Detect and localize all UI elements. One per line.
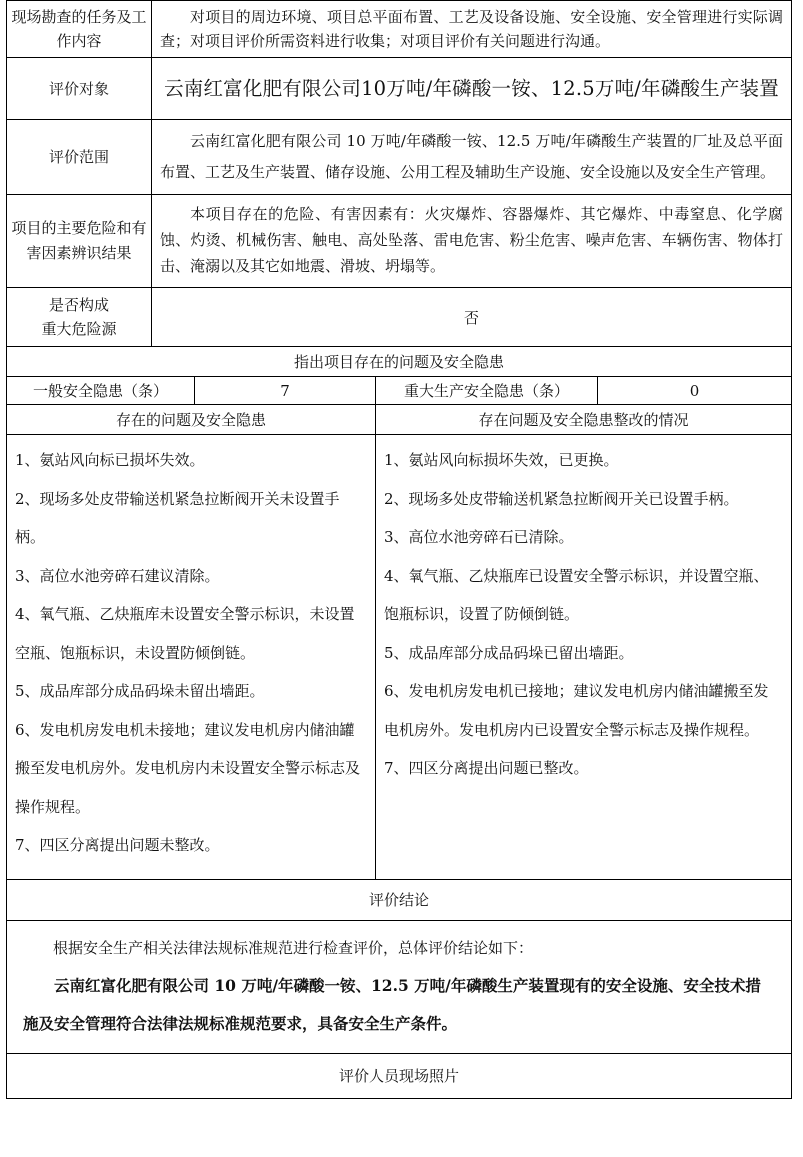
problem-item: 1、氨站风向标已损坏失效。 — [15, 451, 205, 469]
major-hazard-label-line1: 是否构成 — [48, 296, 109, 314]
row-object — [7, 58, 792, 120]
object-label: 评价对象 — [7, 58, 152, 120]
rectification-item: 5、成品库部分成品码垛已留出墙距。 — [384, 643, 634, 662]
rectification-item: 6、发电机房发电机已接地；建议发电机房内储油罐搬至发电机房外。发电机房内已设置安全警示标志及操作规程。 — [384, 682, 769, 739]
hazards-content: 本项目存在的危险、有害因素有：火灾爆炸、容器爆炸、其它爆炸、中毒窒息、化学腐蚀、灼烫、机械伤害、触电、高处坠落、雷电危害、粉尘危害、噪声危害、车辆伤害、物体打击、淹溺以及其它如地震、滑坡、坍塌等。 — [152, 195, 792, 288]
evaluation-table — [6, 0, 792, 1099]
problem-item: 7、四区分离提出问题未整改。 — [15, 836, 220, 854]
major-hazard-count-label: 重大生产安全隐患（条） — [376, 377, 598, 405]
rectify-column-header: 存在问题及安全隐患整改的情况 — [376, 405, 792, 435]
problem-item: 3、高位水池旁碎石建议清除。 — [15, 566, 220, 585]
conclusion-statement: 云南红富化肥有限公司 10 万吨/年磷酸一铵、12.5 万吨/年磷酸生产装置现有的安全设施、安全技术措施及安全管理符合法律法规标准规范要求，具备安全生产条件。 — [23, 975, 761, 1033]
problem-item: 6、发电机房发电机未接地；建议发电机房内储油罐搬至发电机房外。发电机房内未设置安全警示标志及操作规程。 — [15, 720, 361, 816]
photos-title: 评价人员现场照片 — [7, 1053, 792, 1098]
major-hazard-value: 否 — [152, 288, 792, 347]
rectifications-list — [376, 435, 792, 880]
major-hazard-label-line2: 重大危险源 — [41, 320, 117, 338]
issues-title: 指出项目存在的问题及安全隐患 — [7, 347, 792, 377]
rectification-item: 1、氨站风向标损坏失效，已更换。 — [384, 451, 619, 469]
problems-column-header: 存在的问题及安全隐患 — [7, 405, 376, 435]
task-content: 对项目的周边环境、项目总平面布置、工艺及设备设施、安全设施、安全管理进行实际调查；对项目评价所需资料进行收集；对项目评价有关问题进行沟通。 — [152, 1, 792, 58]
row-hazards — [7, 195, 792, 288]
conclusion-intro: 根据安全生产相关法律法规标准规范进行检查评价，总体评价结论如下： — [53, 938, 534, 957]
object-content: 云南红富化肥有限公司10万吨/年磷酸一铵、12.5万吨/年磷酸生产装置 — [152, 58, 792, 120]
major-hazard-count: 0 — [598, 377, 792, 405]
rectification-item: 4、氧气瓶、乙炔瓶库已设置安全警示标识，并设置空瓶、饱瓶标识，设置了防倾倒链。 — [384, 566, 769, 623]
row-counts — [7, 377, 792, 405]
row-scope — [7, 120, 792, 195]
hazards-label: 项目的主要危险和有害因素辨识结果 — [7, 195, 152, 288]
scope-label: 评价范围 — [7, 120, 152, 195]
row-conclusion-title — [7, 879, 792, 920]
row-photos — [7, 1053, 792, 1098]
rectification-item: 2、现场多处皮带输送机紧急拉断阀开关已设置手柄。 — [384, 489, 739, 508]
row-issue-lists — [7, 435, 792, 880]
row-major-hazard — [7, 288, 792, 347]
major-hazard-label — [7, 288, 152, 347]
general-hazard-count: 7 — [195, 377, 376, 405]
scope-content: 云南红富化肥有限公司 10 万吨/年磷酸一铵、12.5 万吨/年磷酸生产装置的厂址及总平面布置、工艺及生产装置、储存设施、公用工程及辅助生产设施、安全设施以及安全生产管理。 — [152, 120, 792, 195]
row-columns-header — [7, 405, 792, 435]
row-conclusion — [7, 920, 792, 1053]
rectification-item: 7、四区分离提出问题已整改。 — [384, 759, 589, 777]
row-issues-title — [7, 347, 792, 377]
conclusion-title: 评价结论 — [7, 879, 792, 920]
task-label: 现场勘查的任务及工作内容 — [7, 1, 152, 58]
general-hazard-label: 一般安全隐患（条） — [7, 377, 195, 405]
problems-list — [7, 435, 376, 880]
problem-item: 4、氧气瓶、乙炔瓶库未设置安全警示标识，未设置空瓶、饱瓶标识，未设置防倾倒链。 — [15, 605, 355, 662]
row-task — [7, 1, 792, 58]
problem-item: 5、成品库部分成品码垛未留出墙距。 — [15, 682, 265, 700]
evaluation-form — [6, 0, 791, 1099]
rectification-item: 3、高位水池旁碎石已清除。 — [384, 528, 574, 546]
problem-item: 2、现场多处皮带输送机紧急拉断阀开关未设置手柄。 — [15, 489, 340, 546]
conclusion-body — [7, 920, 792, 1053]
